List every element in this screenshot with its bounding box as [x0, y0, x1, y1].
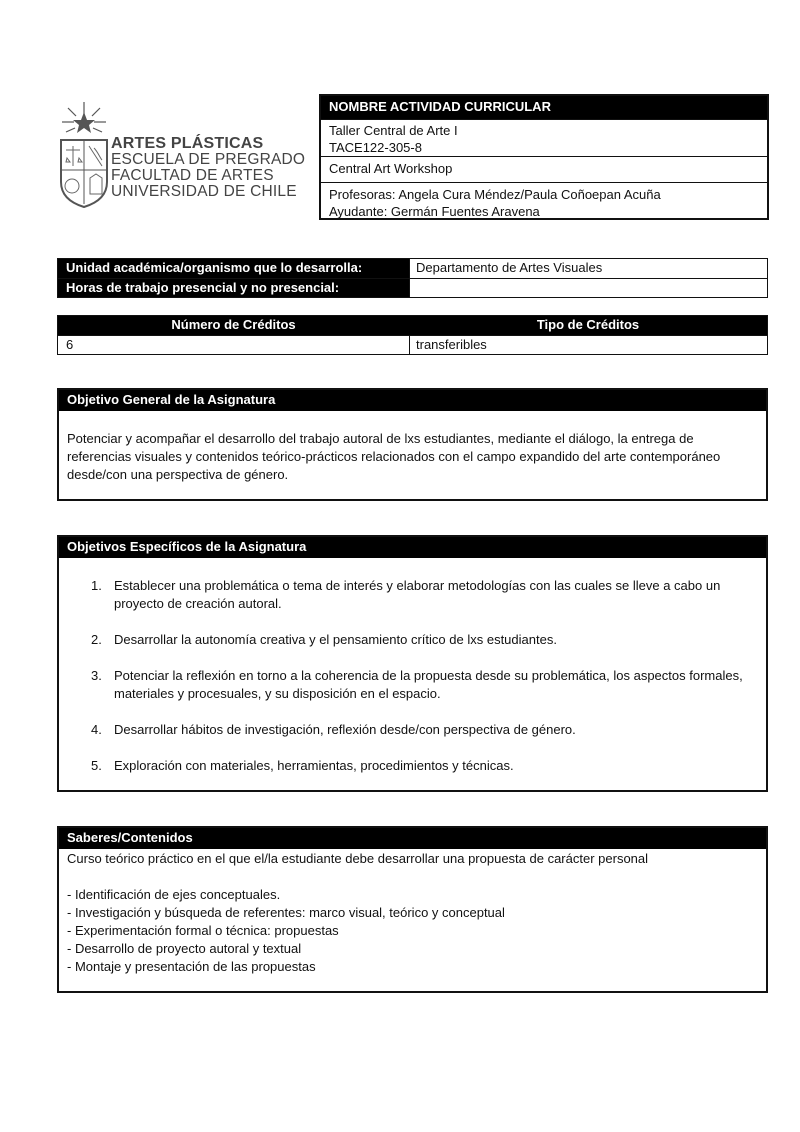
hours-label: Horas de trabajo presencial y no presencial:	[58, 279, 409, 297]
list-item	[91, 721, 766, 739]
activity-name: Taller Central de Arte I	[329, 123, 458, 138]
list-item-text: Exploración con materiales, herramientas, procedimientos y técnicas.	[114, 758, 514, 773]
list-item: - Investigación y búsqueda de referentes: marco visual, teórico y conceptual	[67, 905, 505, 920]
activity-code: TACE122-305-8	[329, 140, 422, 155]
list-item: - Desarrollo de proyecto autoral y textual	[67, 941, 302, 956]
spacer	[67, 868, 758, 886]
list-item	[91, 631, 766, 649]
activity-assistant: Ayudante: Germán Fuentes Aravena	[329, 204, 540, 219]
activity-name-cell	[321, 119, 767, 156]
unit-row	[58, 259, 767, 278]
list-item-text: Potenciar la reflexión en torno a la coherencia de la propuesta desde su problemática, los aspectos formales, materiales y procesuales, y su disposición en el espacio.	[114, 668, 743, 701]
logo-line-university: UNIVERSIDAD DE CHILE	[111, 183, 297, 200]
list-item-number: 1.	[91, 578, 102, 593]
list-item-text: Desarrollar la autonomía creativa y el pensamiento crítico de lxs estudiantes.	[114, 632, 557, 647]
general-objective-header: Objetivo General de la Asignatura	[59, 390, 766, 411]
list-item: - Experimentación formal o técnica: propuestas	[67, 923, 339, 938]
contents-header: Saberes/Contenidos	[59, 828, 766, 849]
specific-objectives-list	[59, 558, 766, 775]
university-crest-icon	[58, 100, 110, 210]
credits-type: transferibles	[409, 336, 767, 354]
contents-intro: Curso teórico práctico en el que el/la estudiante debe desarrollar una propuesta de carácter personal	[67, 851, 649, 866]
general-objective-section	[57, 388, 768, 501]
university-logo	[58, 100, 308, 210]
contents-section	[57, 826, 768, 993]
list-item	[91, 667, 766, 703]
credits-type-header: Tipo de Créditos	[536, 317, 640, 332]
list-item-number: 2.	[91, 632, 102, 647]
logo-title: ARTES PLÁSTICAS	[111, 135, 264, 152]
credits-table	[57, 315, 768, 355]
logo-line-faculty: FACULTAD DE ARTES	[111, 167, 274, 184]
hours-row	[58, 278, 767, 297]
specific-objectives-header: Objetivos Específicos de la Asignatura	[59, 537, 766, 558]
list-item-number: 4.	[91, 722, 102, 737]
list-item	[91, 757, 766, 775]
activity-staff-cell	[321, 182, 767, 220]
contents-body	[59, 849, 766, 977]
activity-box	[319, 94, 769, 220]
unit-label: Unidad académica/organismo que lo desarrolla:	[58, 259, 409, 278]
credits-value-row	[58, 335, 767, 354]
list-item-number: 5.	[91, 758, 102, 773]
activity-english-name: Central Art Workshop	[329, 161, 453, 176]
list-item-number: 3.	[91, 668, 102, 683]
credits-number-header: Número de Créditos	[171, 317, 296, 332]
credits-number: 6	[66, 337, 74, 352]
list-item	[91, 577, 766, 613]
list-item-text: Desarrollar hábitos de investigación, reflexión desde/con perspectiva de género.	[114, 722, 576, 737]
credits-header-row	[58, 316, 767, 335]
unit-table	[57, 258, 768, 298]
logo-line-school: ESCUELA DE PREGRADO	[111, 151, 306, 168]
general-objective-text: Potenciar y acompañar el desarrollo del trabajo autoral de lxs estudiantes, mediante el diálogo, la entrega de referencias visuales y contenidos teórico-prácticos relacionados con el campo expandido del arte contemporáneo desde/con una perspectiva de género.	[67, 431, 721, 482]
unit-value: Departamento de Artes Visuales	[409, 259, 767, 278]
list-item-text: Establecer una problemática o tema de interés y elaborar metodologías con las cuales se lleve a cabo un proyecto de creación autoral.	[114, 578, 721, 611]
activity-header: NOMBRE ACTIVIDAD CURRICULAR	[321, 96, 767, 119]
specific-objectives-section	[57, 535, 768, 792]
activity-english-cell	[321, 156, 767, 182]
activity-teachers: Profesoras: Angela Cura Méndez/Paula Coñoepan Acuña	[329, 187, 661, 202]
list-item: - Identificación de ejes conceptuales.	[67, 887, 281, 902]
hours-value	[409, 279, 767, 297]
list-item: - Montaje y presentación de las propuestas	[67, 959, 316, 974]
